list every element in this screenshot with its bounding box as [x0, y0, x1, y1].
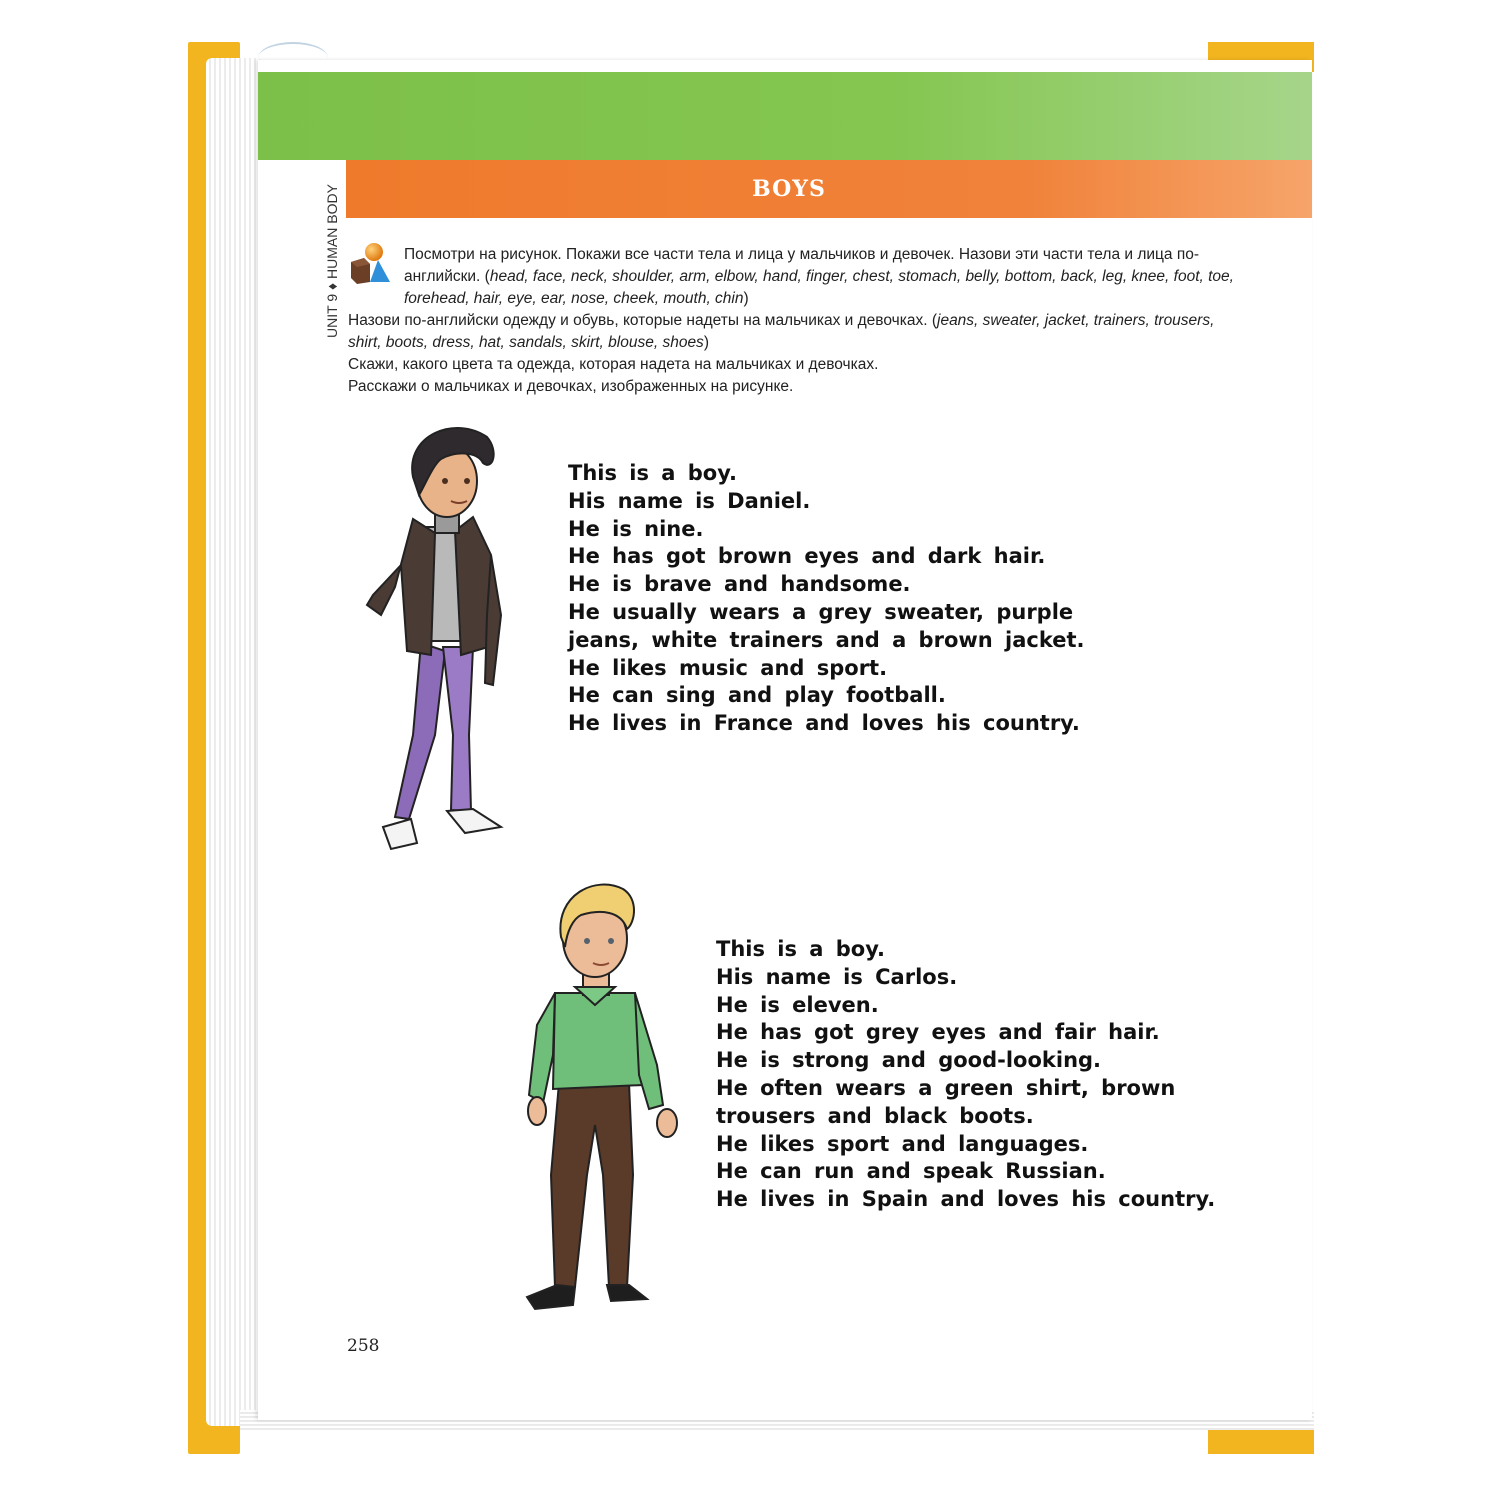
daniel-line: He has got brown eyes and dark hair. [568, 544, 1046, 569]
carlos-line: He is strong and good-looking. [716, 1048, 1102, 1073]
daniel-line: He likes music and sport. [568, 655, 888, 680]
unit-label-text: UNIT 9 ♦ HUMAN BODY [324, 184, 340, 338]
carlos-line: He can run and speak Russian. [716, 1159, 1106, 1184]
carlos-line: trousers and black boots. [716, 1103, 1034, 1128]
carlos-line: He likes sport and languages. [716, 1131, 1089, 1156]
carlos-line: He has got grey eyes and fair hair. [716, 1020, 1160, 1045]
carlos-line: His name is Carlos. [716, 964, 958, 989]
instructions [348, 244, 1243, 398]
boy-daniel-illustration [355, 415, 515, 855]
daniel-line: He is nine. [568, 516, 704, 541]
page-number: 258 [347, 1336, 380, 1356]
daniel-line: He is brave and handsome. [568, 572, 911, 597]
daniel-description [568, 460, 1085, 738]
instruction-4: Расскажи о мальчиках и девочках, изображенных на рисунке. [348, 378, 794, 395]
header-orange-band [346, 160, 1312, 218]
carlos-line: This is a boy. [716, 937, 885, 961]
carlos-description [716, 936, 1215, 1214]
instruction-3: Скажи, какого цвета та одежда, которая надета на мальчиках и девочках. [348, 356, 879, 373]
page-edges [206, 58, 262, 1426]
daniel-line: He lives in France and loves his country. [568, 711, 1080, 736]
daniel-line: His name is Daniel. [568, 488, 811, 513]
daniel-line: jeans, white trainers and a brown jacket. [568, 627, 1085, 652]
carlos-line: He often wears a green shirt, brown [716, 1075, 1176, 1100]
carlos-line: He lives in Spain and loves his country. [716, 1187, 1216, 1212]
instruction-2: Назови по-английски одежду и обувь, которые надеты на мальчиках и девочках. (jeans, sweater, jacket, trainers, trousers, shirt, boots, dress, hat, sandals, skirt, blouse, shoes) [348, 312, 1215, 351]
boy-carlos-illustration [515, 875, 690, 1315]
daniel-line: He can sing and play football. [568, 683, 946, 708]
carlos-line: He is eleven. [716, 992, 879, 1017]
header-green-band [258, 72, 1312, 160]
instruction-1: Посмотри на рисунок. Покажи все части тела и лица у мальчиков и девочек. Назови эти части тела и лица по-английски. (head, face, neck, shoulder, arm, elbow, hand, finger, chest, stomach, belly, bottom, back, leg, knee, foot, toe, forehead, hair, eye, ear, nose, cheek, mouth, chin) [404, 246, 1234, 307]
daniel-line: This is a boy. [568, 461, 737, 485]
daniel-line: He usually wears a grey sweater, purple [568, 599, 1074, 624]
page-title: BOYS [752, 176, 826, 202]
unit-side-label [320, 178, 344, 344]
page-curl [258, 42, 328, 74]
